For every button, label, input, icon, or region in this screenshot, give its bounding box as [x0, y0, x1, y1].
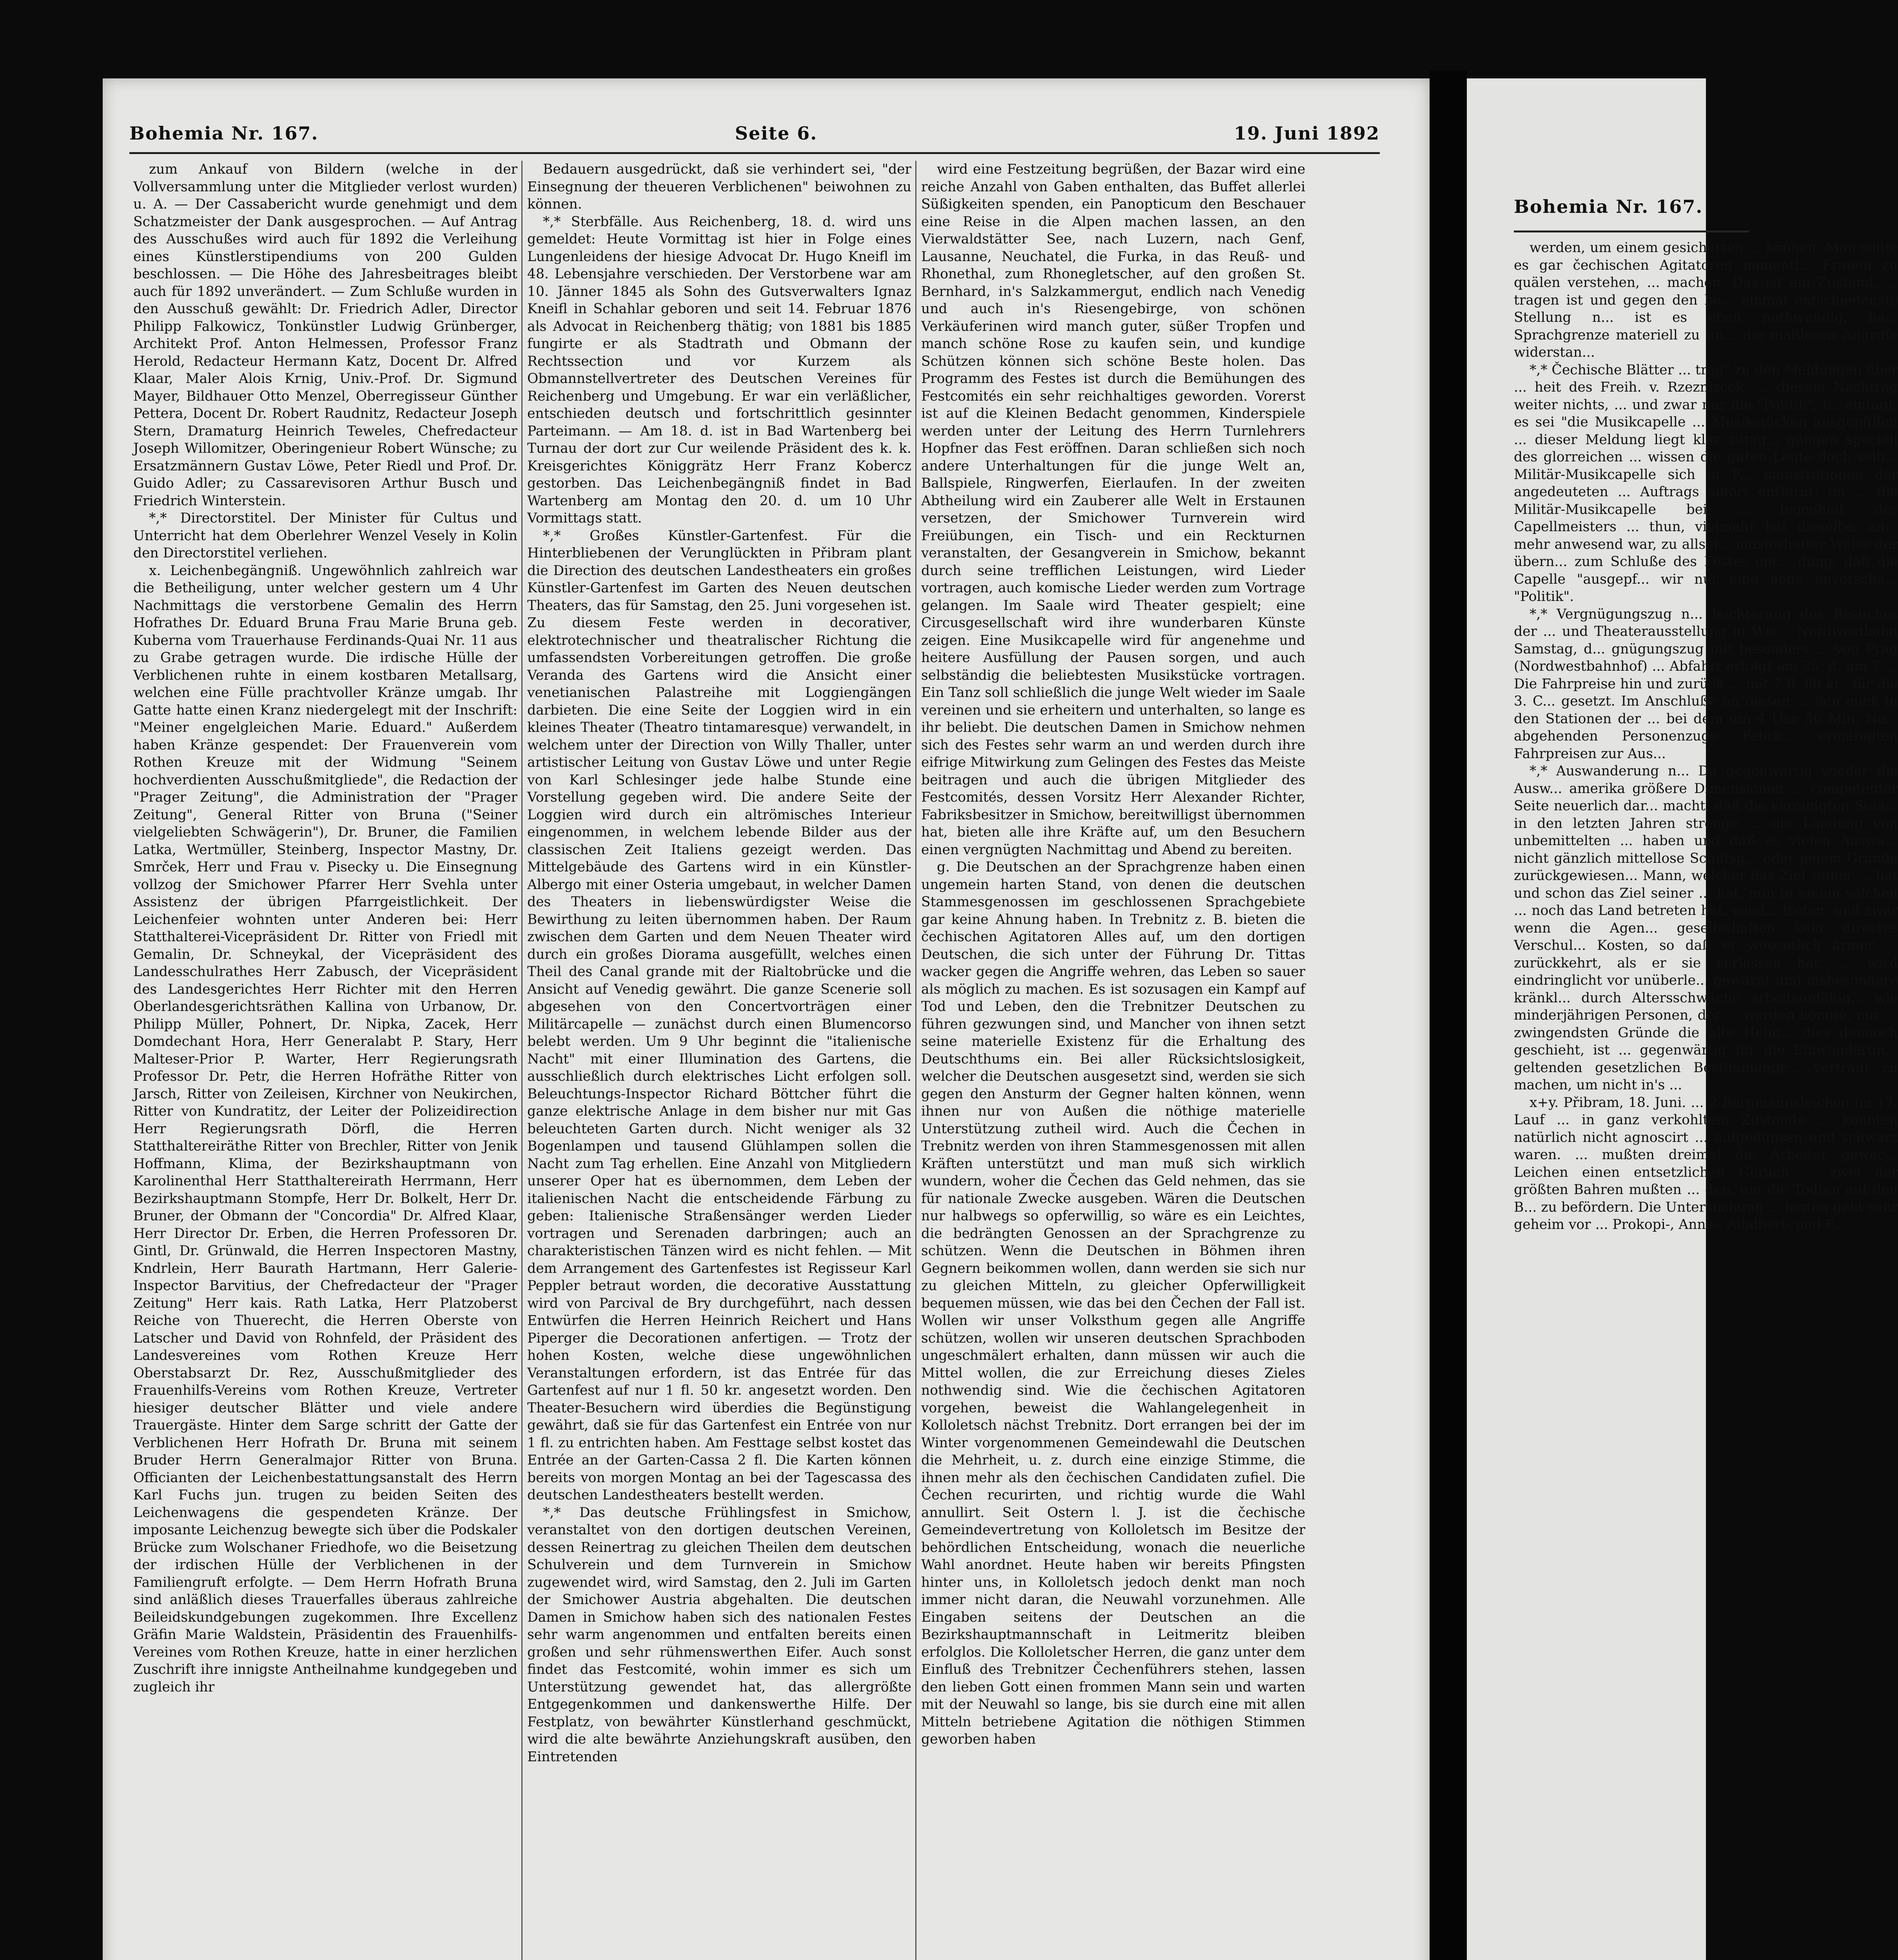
adjacent-masthead: Bohemia Nr. 167.	[1514, 196, 1703, 217]
article-paragraph: *,* Sterbfälle. Aus Reichenberg, 18. d. wird uns gemeldet: Heute Vormittag ist hier in Folge eines Lungenleidens der hiesige Advocat Dr. Hugo Kneifl im 48. Lebensjahre verschieden. Der Verstorbene war am 10. Jänner 1845 als Sohn des Gutsverwalters Ignaz Kneifl in Schahlar geboren und seit 14. Februar 1876 als Advocat in Reichenberg thätig; von 1881 bis 1885 fungirte er als Stadtrath und Obmann der Rechtssection und vor Kurzem als Obmannstellvertreter des Deutschen Vereines für Reichenberg und Umgebung. Er war ein verläßlicher, entschieden deutsch und fortschrittlich gesinnter Parteimann. — Am 18. d. ist in Bad Wartenberg bei Turnau der dort zur Cur weilende Präsident des k. k. Kreisgerichtes Königgrätz Herr Franz Kobercz gestorben. Das Leichenbegängniß findet in Bad Wartenberg am Montag den 20. d. um 10 Uhr Vormittags statt.	[527, 214, 911, 526]
adjacent-page	[1467, 78, 1898, 1960]
article-paragraph: *,* Directorstitel. Der Minister für Cultus und Unterricht hat dem Oberlehrer Wenzel Vesely in Kolin den Directorstitel verliehen.	[133, 510, 517, 561]
article-paragraph: *,* Das deutsche Frühlingsfest in Smichow, veranstaltet von den dortigen deutschen Vereinen, dessen Reinertrag zu gleichen Theilen dem deutschen Schulverein und dem Turnverein in Smichow zugewendet wird, wird Samstag, den 2. Juli im Garten der Smichower Austria abgehalten. Die deutschen Damen in Smichow haben sich des nationalen Festes sehr warm angenommen und entfalten bereits einen großen und sehr rühmenswerthen Eifer. Auch sonst findet das Festcomité, wohin immer es sich um Unterstützung gewendet hat, das allergrößte Entgegenkommen und dankenswerthe Hilfe. Der Festplatz, von bewährter Künstlerhand geschmückt, wird die alte bewährte Anziehungskraft ausüben, den Eintretenden	[527, 1504, 911, 1765]
column-2	[527, 161, 911, 1960]
page-gutter	[1430, 71, 1467, 1960]
page-number: Seite 6.	[735, 123, 818, 144]
article-paragraph: wird eine Festzeitung begrüßen, der Bazar wird eine reiche Anzahl von Gaben enthalten, das Buffet allerlei Süßigkeiten spenden, ein Panopticum den Beschauer eine Reise in die Alpen machen lassen, an den Vierwaldstätter See, nach Luzern, nach Genf, Lausanne, Neuchatel, die Furka, in das Reuß- und Rhonethal, zum Rhonegletscher, auf den großen St. Bernhard, in's Salzkammergut, endlich nach Venedig und auch in's Riesengebirge, von schönen Verkäuferinen wird manch guter, süßer Tropfen und manch schöne Rose zu kaufen sein, und kundige Schützen können sich schöne Beste holen. Das Programm des Festes ist durch die Bemühungen des Festcomités ein sehr reichhaltiges geworden. Vorerst ist auf die Kleinen Bedacht genommen, Kinderspiele werden unter der Leitung des Herrn Turnlehrers Hopfner das Fest eröffnen. Daran schließen sich noch andere Unterhaltungen für die junge Welt an, Ballspiele, Ringwerfen, Eierlaufen. In der zweiten Abtheilung wird ein Zauberer alle Welt in Erstaunen versetzen, der Smichower Turnverein wird Freiübungen, ein Tisch- und ein Reckturnen veranstalten, der Gesangverein in Smichow, bekannt durch seine trefflichen Leistungen, wird Lieder vortragen, auch komische Lieder werden zum Vortrage gelangen. Im Saale wird Theater gespielt; eine Circusgesellschaft wird ihre wunderbaren Künste zeigen. Eine Musikcapelle wird für angenehme und heitere Ausfüllung der Pausen sorgen, und auch selbständig die beliebtesten Musikstücke vortragen. Ein Tanz soll schließlich die junge Welt wieder im Saale vereinen und sie erheitern und unterhalten, so lange es ihr beliebt. Die deutschen Damen in Smichow nehmen sich des Festes sehr warm an und werden durch ihre eifrige Mitwirkung zum Gelingen des Festes das Meiste beitragen und auch die übrigen Mitglieder des Festcomités, dessen Vorsitz Herr Alexander Richter, Fabriksbesitzer in Smichow, bereitwilligst übernommen hat, bieten alle ihre Kräfte auf, um den Besuchern einen vergnügten Nachmittag und Abend zu bereiten.	[921, 162, 1305, 858]
column-divider	[915, 161, 916, 1960]
adjacent-header-rule	[1514, 230, 1749, 232]
masthead-issue: Bohemia Nr. 167.	[129, 123, 319, 144]
page-header	[129, 118, 1380, 149]
column-divider	[521, 161, 523, 1960]
article-paragraph: *,* Auswanderung n... Da gegenwärtig wieder die Ausw... amerika größere Dimensionen ... competenter Seite neuerlich dar... macht, daß die vereinigten Staa... in den letzten Jahren strenge ... die Landung von unbemittelten ... haben und daß es vielen Auswa... nicht gänzlich mittellose Schiffsp... oder jenem Grunde zurückgewiesen... Mann, welcher das Ziel seiner ... hat und schon das Ziel seiner ... hat, nun in einem solchen ... noch das Land betreten hat, wied... treten, und zwar wenn die Agen... gesellschaften kein directes Verschul... Kosten, so daß er wesentlich ärmer ... zurückkehrt, als er sie verlassen hat. ... wird eindringlicht vor unüberle... gewarnt und insbesondere kränkl... durch Altersschwäche arbeitsunfähig... wie minderjährigen Personen, der ... werden könnte, nur ... zwingendsten Gründe die alte Heim... dies dennoch geschieht, ist ... gegenwärtig für die Einwanderun... geltenden gesetzlichen Bestimmunge... vertraut zu machen, um nicht in's ...	[1514, 763, 1898, 1093]
column-3	[921, 161, 1305, 1960]
article-paragraph: zum Ankauf von Bildern (welche in der Vollversammlung unter die Mitglieder verlost wurden) u. A. — Der Cassabericht wurde genehmigt und dem Schatzmeister der Dank ausgesprochen. — Auf Antrag des Ausschußes wird auch für 1892 die Verleihung eines Künstlerstipendiums von 200 Gulden beschlossen. — Die Höhe des Jahresbeitrages bleibt auch für 1892 unverändert. — Zum Schluße wurden in den Ausschuß gewählt: Dr. Friedrich Adler, Director Philipp Falkowicz, Tonkünstler Ludwig Grünberger, Architekt Prof. Anton Helmessen, Professor Franz Herold, Redacteur Hermann Katz, Docent Dr. Alfred Klaar, Maler Alois Krnig, Univ.-Prof. Dr. Sigmund Mayer, Bildhauer Otto Menzel, Oberregisseur Günther Pettera, Docent Dr. Robert Raudnitz, Redacteur Joseph Stern, Dramaturg Heinrich Teweles, Chefredacteur Joseph Willomitzer, Oberingenieur Robert Wünsche; zu Ersatzmännern Gustav Löwe, Peter Riedl und Prof. Dr. Guido Adler; zu Cassarevisoren Arthur Busch und Friedrich Winterstein.	[133, 162, 517, 509]
article-paragraph: x+y. Přibram, 18. Juni. ... 2 Bergmannsleichen im 17. Lauf ... in ganz verkohltem Zustande ... konnten natürlich nicht agnoscirt ... aufgedunsen und schwarz waren. ... mußten dreimal die Arbeiter gewec... Leichen einen entsetzlichen Geruch ... zwei der größten Bahren mußten ... den, um die Todten auf den B... zu befördern. Die Untersuchung ... lenten geht sehr geheim vor ... Prokopi-, Anna-, Adalbert- und F...	[1514, 1094, 1898, 1232]
article-paragraph: g. Die Deutschen an der Sprachgrenze haben einen ungemein harten Stand, von denen die deutschen Stammesgenossen im geschlossenen Sprachgebiete gar keine Ahnung haben. In Trebnitz z. B. bieten die čechischen Agitatoren Alles auf, um den dortigen Deutschen, die sich unter der Führung Dr. Tittas wacker gegen die Angriffe wehren, das Leben so sauer als möglich zu machen. Es ist sozusagen ein Kampf auf Tod und Leben, den die Trebnitzer Deutschen zu führen gezwungen sind, und Mancher von ihnen setzt seine materielle Existenz für die Erhaltung des Deutschthums ein. Bei aller Rücksichtslosigkeit, welcher die Deutschen ausgesetzt sind, werden sie sich gegen den Ansturm der Gegner halten können, wenn ihnen nur von Außen die nöthige materielle Unterstützung zutheil wird. Auch die Čechen in Trebnitz werden von ihren Stammesgenossen mit allen Kräften unterstützt und man muß sich wirklich wundern, woher die Čechen das Geld nehmen, das sie für nationale Zwecke ausgeben. Wären die Deutschen nur halbwegs so opferwillig, so wäre es ein Leichtes, die bedrängten Genossen an der Sprachgrenze zu schützen. Wenn die Deutschen in Böhmen ihren Gegnern beikommen wollen, dann werden sie sich nur zu gleichen Mitteln, zu gleicher Opferwilligkeit bequemen müssen, wie das bei den Čechen der Fall ist. Wollen wir unser Volksthum gegen alle Angriffe schützen, wollen wir unseren deutschen Sprachboden ungeschmälert erhalten, dann müssen wir auch die Mittel wollen, die zur Erreichung dieses Zieles nothwendig sind. Wie die čechischen Agitatoren vorgehen, beweist die Wahlangelegenheit in Kolloletsch nächst Trebnitz. Dort errangen bei der im Winter vorgenommenen Gemeindewahl die Deutschen die Mehrheit, u. z. durch eine einzige Stimme, die ihnen mehr als den čechischen Candidaten zufiel. Die Čechen recurirten, und richtig wurde die Wahl annullirt. Seit Ostern l. J. ist die čechische Gemeindevertretung von Kolloletsch im Besitze der behördlichen Entscheidung, wonach die neuerliche Wahl anordnet. Heute haben wir bereits Pfingsten hinter uns, in Kolloletsch jedoch denkt man noch immer nicht daran, die Neuwahl vorzunehmen. Alle Eingaben seitens der Deutschen an die Bezirkshauptmannschaft in Leitmeritz bleiben erfolglos. Die Kolloletscher Herren, die ganz unter dem Einfluß des Trebnitzer Čechenführers stehen, lassen den lieben Gott einen frommen Mann sein und warten mit der Neuwahl so lange, bis sie durch eine mit allen Mitteln betriebene Agitation die nöthigen Stimmen geworben haben	[921, 859, 1305, 1747]
article-paragraph: *,* Vergnügungszug n... leichterung des Besuches der ... und Theaterausstellung in Wie... Nordwestbahn Samstag, d... gnügungszug mit besonders ... von Prag (Nordwestbahnhof) ... Abfahrt erfolgt am 25. d. um 7 ... Die Fahrpreise hin und zurück ... mit 7 fl. 80 kr., für die 3. C... gesetzt. Im Anschluße an diesen ... den auch in den Stationen der ... bei dem um 4 Uhr 50 Min. No... abgehenden Personenzuge Fahrk... ermäßigten Fahrpreisen zur Aus...	[1514, 606, 1898, 762]
article-paragraph: x. Leichenbegängniß. Ungewöhnlich zahlreich war die Betheiligung, unter welcher gestern um 4 Uhr Nachmittags die verstorbene Gemalin des Herrn Hofrathes Dr. Eduard Bruna Frau Marie Bruna geb. Kuberna vom Trauerhause Ferdinands-Quai Nr. 11 aus zu Grabe getragen wurde. Die irdische Hülle der Verblichenen ruhte in einem kostbaren Metallsarg, welchen eine Fülle prachtvoller Kränze umgab. Ihr Gatte hatte einen Kranz niedergelegt mit der Inschrift: "Meiner engelgleichen Marie. Eduard." Außerdem haben Kränze gespendet: Der Frauenverein vom Rothen Kreuze mit der Widmung "Seinem hochverdienten Ausschußmitgliede", die Redaction der "Prager Zeitung", die Administration der "Prager Zeitung", General Ritter von Bruna ("Seiner vielgeliebten Schwägerin"), Dr. Bruner, die Familien Latka, Wertmüller, Steinberg, Inspector Mastny, Dr. Smrček, Herr und Frau v. Pisecky u. Die Einsegnung vollzog der Smichower Pfarrer Herr Svehla unter Assistenz der übrigen Pfarrgeistlichkeit. Der Leichenfeier wohnten unter Anderen bei: Herr Statthalterei-Vicepräsident Dr. Ritter von Friedl mit Gemalin, Dr. Schneykal, der Vicepräsident des Landesschulrathes Herr Zabusch, der Vicepräsident des Landesgerichtes Herr Richter mit den Herren Oberlandesgerichtsräthen Kallina von Urbanow, Dr. Philipp Müller, Pohnert, Dr. Nipka, Zacek, Herr Domdechant Hora, Herr Generalabt P. Stary, Herr Malteser-Prior P. Warter, Herr Regierungsrath Professor Dr. Petr, die Herren Hofräthe Ritter von Jarsch, Ritter von Zeileisen, Kirchner von Neukirchen, Ritter von Kundratitz, der Leiter der Polizeidirection Herr Regierungsrath Dörfl, die Herren Statthaltereiräthe Ritter von Brechler, Ritter von Jenik Hoffmann, Klima, der Bezirkshauptmann von Karolinenthal Herr Statthaltereirath Herrmann, Herr Bezirkshauptmann Stompfe, Herr Dr. Bolkelt, Herr Dr. Bruner, der Obmann der "Concordia" Dr. Alfred Klaar, Herr Director Dr. Erben, die Herren Professoren Dr. Gintl, Dr. Grünwald, die Herren Inspectoren Mastny, Kndrlein, Herr Baurath Hartmann, Herr Galerie-Inspector Barvitius, der Chefredacteur der "Prager Zeitung" Herr kais. Rath Latka, Herr Platzoberst Reiche von Thuerecht, die Herren Oberste von Latscher und David von Rohnfeld, der Präsident des Landesvereines vom Rothen Kreuze Herr Oberstabsarzt Dr. Rez, Ausschußmitglieder des Frauenhilfs-Vereins vom Rothen Kreuze, Vertreter hiesiger deutscher Blätter und viele andere Trauergäste. Hinter dem Sarge schritt der Gatte der Verblichenen Herr Hofrath Dr. Bruna mit seinem Bruder Herrn Generalmajor Ritter von Bruna. Officianten der Leichenbestattungsanstalt des Herrn Karl Fuchs jun. trugen zu beiden Seiten des Leichenwagens die gespendeten Kränze. Der imposante Leichenzug bewegte sich über die Podskaler Brücke zum Wolschaner Friedhofe, wo die Beisetzung der irdischen Hülle der Verblichenen in der Familiengruft erfolgte. — Dem Herrn Hofrath Bruna sind anläßlich dieses Trauerfalles überaus zahlreiche Beileidskundgebungen zugekommen. Ihre Excellenz Gräfin Marie Waldstein, Präsidentin des Frauenhilfs-Vereines vom Rothen Kreuze, hatte in einer herzlichen Zuschrift ihre innigste Antheilnahme kundgegeben und zugleich ihr	[133, 563, 517, 1695]
adjacent-column	[1514, 239, 1898, 1960]
column-1	[133, 161, 517, 1960]
header-rule	[129, 152, 1380, 154]
article-paragraph: *,* Čechische Blätter ... trag" zu den Meldungen über ... heit des Freih. v. Rzeznizcek. ... diesem Nachtrag weiter nichts, ... und zwar nur die "Politik", i... einfügt, es sei "die Musikcapelle ... Musikstücken ausgepfiffen ... dieser Meldung liegt klar zutag... gängen speciell des glorreichen ... wissen die guten Leute doch selb... Militär-Musikcapelle sich in F... monstrationen der angedeuteten ... Auftrags sofort entfernt; im ... die Militär-Musikcapelle bei ... legenheit des Capellmeisters ... thun, vielmehr hat dieselbe, an... mehr anwesend war, zu allsei... musterhafter Weise der übern... zum Schluße des Festes ent... dung, daß die Capelle "ausgepf... wir nur eine neue nnverschä... "Politik".	[1514, 362, 1898, 604]
article-paragraph: *,* Großes Künstler-Gartenfest. Für die Hinterbliebenen der Verunglückten in Přibram plant die Direction des deutschen Landestheaters ein großes Künstler-Gartenfest im Garten des Neuen deutschen Theaters, das für Samstag, den 25. Juni vorgesehen ist. Zu diesem Feste werden in decorativer, elektrotechnischer und theatralischer Richtung die umfassendsten Vorbereitungen getroffen. Die große Veranda des Gartens wird die Ansicht einer venetianischen Palastreihe mit Loggiengängen darbieten. Die eine Seite der Loggien wird in ein kleines Theater (Theatro tintamaresque) verwandelt, in welchem unter der Direction von Willy Thaller, unter artistischer Leitung von Gustav Löwe und unter Regie von Karl Schlesinger jede halbe Stunde eine Vorstellung gegeben wird. Die andere Seite der Loggien wird durch ein altrömisches Interieur eingenommen, in welchem lebende Bilder aus der classischen Zeit Italiens gezeigt werden. Das Mittelgebäude des Gartens wird in ein Künstler-Albergo mit einer Osteria umgebaut, in welcher Damen des Theaters in liebenswürdigster Weise die Bewirthung zu leiten übernommen haben. Der Raum zwischen dem Garten und dem Neuen Theater wird durch ein großes Diorama ausgefüllt, welches einen Theil des Canal grande mit der Rialtobrücke und die Ansicht auf Venedig gewährt. Die ganze Scenerie soll abgesehen von den Concertvorträgen einer Militärcapelle — zunächst durch einen Blumencorso belebt werden. Um 9 Uhr beginnt die "italienische Nacht" mit einer Illumination des Gartens, die ausschließlich durch elektrisches Licht erfolgen soll. Beleuchtungs-Inspector Richard Böttcher führt die ganze elektrische Anlage in dem bisher nur mit Gas beleuchteten Garten durch. Nicht weniger als 32 Bogenlampen und tausend Glühlampen sollen die Nacht zum Tag erhellen. Eine Anzahl von Mitgliedern unserer Oper hat es übernommen, dem Leben der italienischen Nacht die entscheidende Färbung zu geben: Italienische Straßensänger werden Lieder vortragen und Serenaden darbringen; auch an charakteristischen Tänzen wird es nicht fehlen. — Mit dem Arrangement des Gartenfestes ist Regisseur Karl Peppler betraut worden, die decorative Ausstattung wird von Parcival de Bry durchgeführt, nach dessen Entwürfen die Herren Heinrich Reichert und Hans Piperger die Decorationen anfertigen. — Trotz der hohen Kosten, welche diese ungewöhnlichen Veranstaltungen erfordern, ist das Entrée für das Gartenfest auf nur 1 fl. 50 kr. angesetzt worden. Den Theater-Besuchern wird überdies die Begünstigung gewährt, daß sie für das Gartenfest ein Entrée von nur 1 fl. zu entrichten haben. Am Festtage selbst kostet das Entrée an der Garten-Cassa 2 fl. Die Karten können bereits von morgen Montag an bei der Tagescassa des deutschen Landestheaters bestellt werden.	[527, 528, 911, 1503]
issue-date: 19. Juni 1892	[1234, 123, 1380, 144]
article-paragraph: Bedauern ausgedrückt, daß sie verhindert sei, "der Einsegnung der theueren Verblichenen" beiwohnen zu können.	[527, 162, 911, 212]
article-paragraph: werden, um einem gesicherten ... können. Man sollte es gar čechischen Agitatoren namentl... Frauen zu quälen verstehen, ... machen. Das ist ein Zustand, ... tragen ist und gegen den be... einmal entschiedenste Stellung n... ist es eben nothwendig, ba... Sprachgrenze materiell zu un... die maßlosen Angriffe widerstan...	[1514, 240, 1898, 360]
